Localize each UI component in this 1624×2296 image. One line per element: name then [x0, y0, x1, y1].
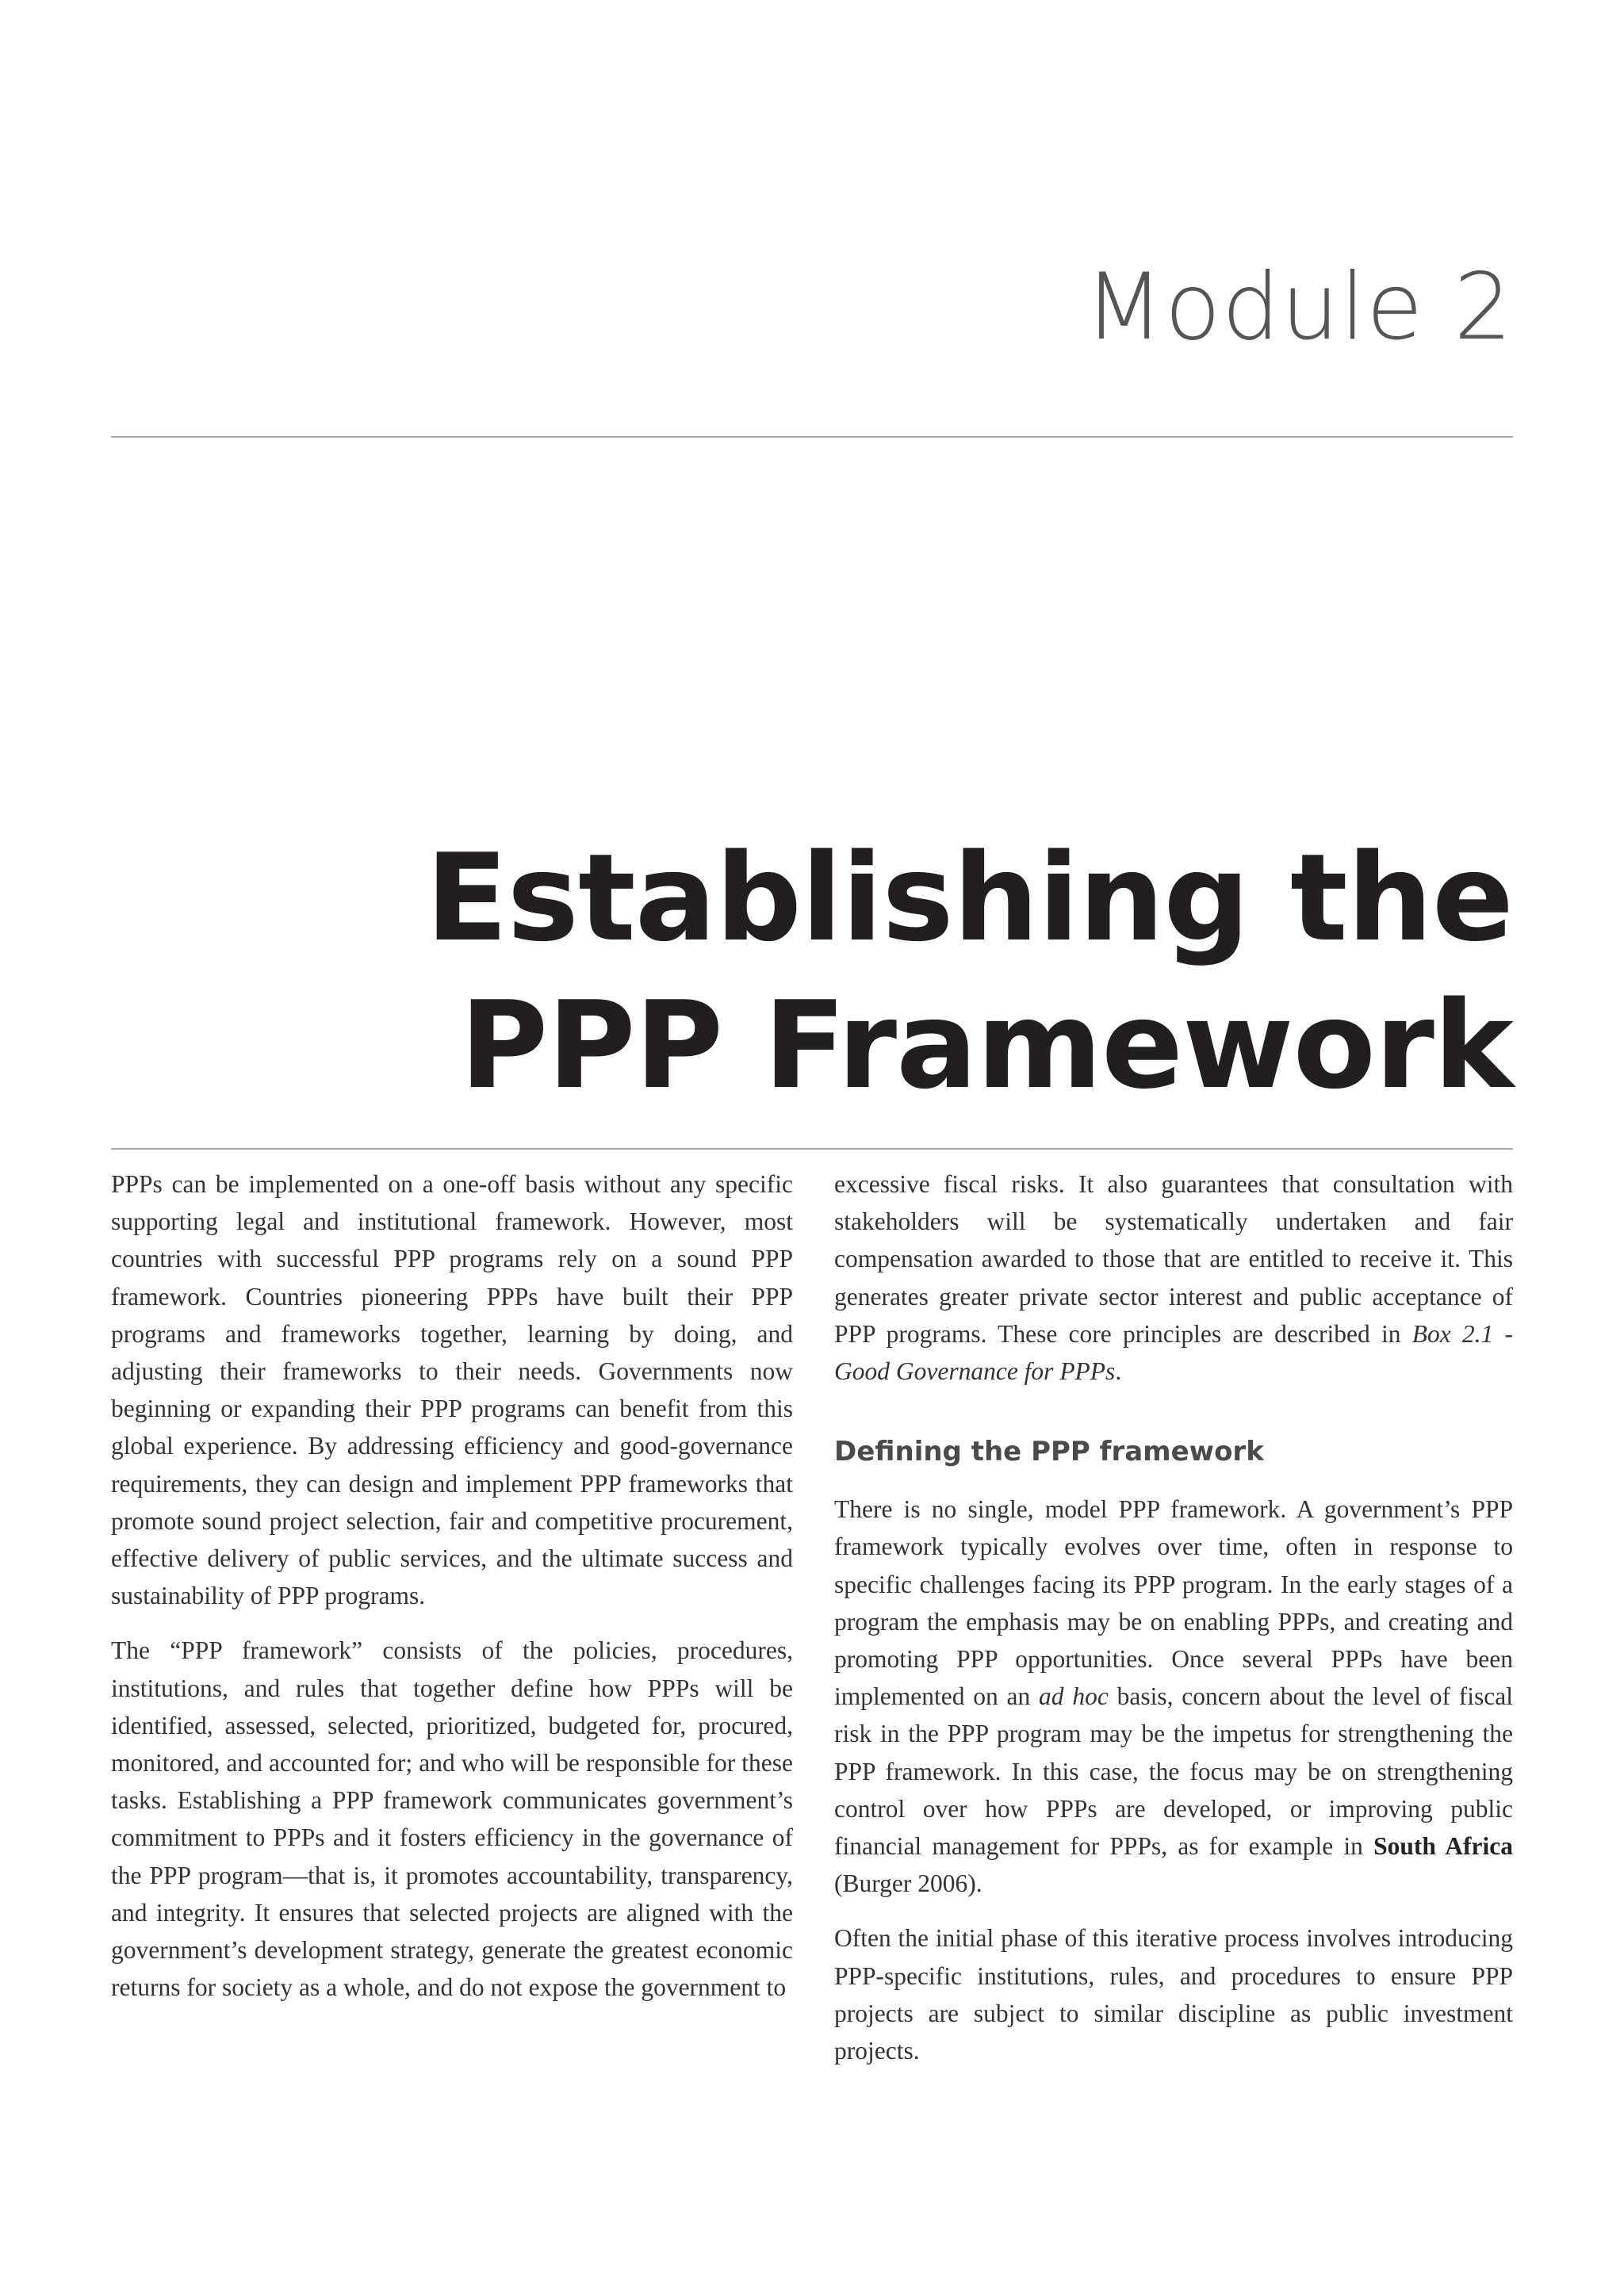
module-label: Module 2 — [1084, 254, 1513, 361]
top-divider — [111, 436, 1513, 438]
right-paragraph-2-text-c: (Burger 2006). — [834, 1869, 982, 1898]
box-reference-link[interactable]: Box 2.1 - Good Governance for PPPs — [834, 1319, 1513, 1386]
left-column — [111, 1165, 793, 2023]
right-paragraph-2-italic: ad hoc — [1039, 1682, 1109, 1711]
right-paragraph-1 — [834, 1165, 1513, 1390]
right-paragraph-2-text-a: There is no single, model PPP framework. A government’s PPP framework typically evolves over time, often in response to specific challenges facing its PPP program. In the early stages of a program the emphasis may be on enabling PPPs, and creating and promoting PPP opportunities. Once several PPPs have been implemented on an — [834, 1495, 1513, 1711]
left-paragraph-1: PPPs can be implemented on a one-off basis without any specific supporting legal and institutional framework. However, most countries with successful PPP programs rely on a sound PPP framework. Countries pioneering PPPs have built their PPP programs and frameworks together, learning by doing, and adjusting their frameworks to their needs. Governments now beginning or expanding their PPP programs can benefit from this global experience. By addressing efficiency and good-governance requirements, they can design and implement PPP frameworks that promote sound project selection, fair and competitive procurement, effective delivery of public services, and the ultimate success and sustainability of PPP programs. — [111, 1170, 793, 1610]
right-paragraph-2-text-b: basis, concern about the level of fiscal risk in the PPP program may be the impetus for strengthening the PPP framework. In this case, the focus may be on strengthening control over how PPPs are developed, or improving public financial management for PPPs, as for example in — [834, 1682, 1513, 1861]
right-paragraph-1-end: . — [1115, 1357, 1122, 1386]
country-reference-link[interactable]: South Africa — [1373, 1832, 1513, 1861]
right-column — [834, 1165, 1513, 2087]
page-title — [426, 825, 1513, 1119]
left-paragraph-2: The “PPP framework” consists of the policies, procedures, institutions, and rules that together define how PPPs will be identified, assessed, selected, prioritized, budgeted for, procured, monitored, and accounted for; and who will be responsible for these tasks. Establishing a PPP framework communicates government’s commitment to PPPs and it fosters efficiency in the governance of the PPP program—that is, it promotes accountability, transparency, and integrity. It ensures that selected projects are aligned with the government’s development strategy, generate the greatest economic returns for society as a whole, and do not expose the government to — [111, 1636, 793, 2002]
right-paragraph-3: Often the initial phase of this iterative process involves introducing PPP-specific institutions, rules, and procedures to ensure PPP projects are subject to similar discipline as public investment projects. — [834, 1924, 1513, 2065]
page-title-line-1: Establishing the — [425, 828, 1513, 968]
section-heading: Defining the PPP framework — [834, 1436, 1264, 1468]
right-paragraph-2 — [834, 1490, 1513, 1902]
title-divider — [111, 1148, 1513, 1150]
right-paragraph-1-text: excessive fiscal risks. It also guarantees that consultation with stakeholders will be systematically undertaken and fair compensation awarded to those that are entitled to receive it. This generates greater private sector interest and public acceptance of PPP programs. These core principles are described in — [834, 1170, 1513, 1348]
page-title-line-2: PPP Framework — [459, 975, 1513, 1115]
